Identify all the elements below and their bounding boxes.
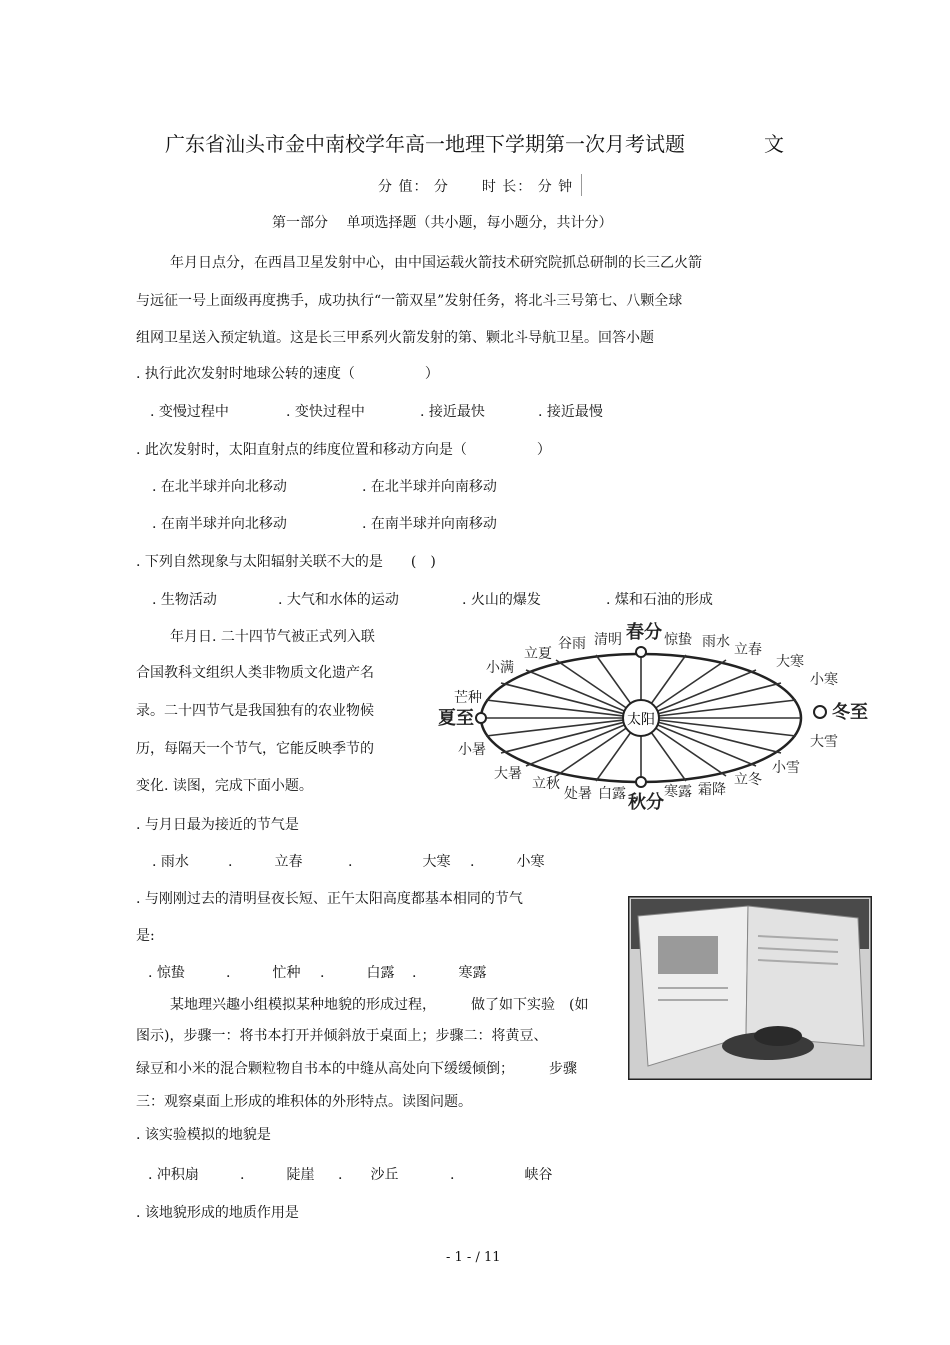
option[interactable]: . 变慢过程中 [150,404,229,420]
passage3-line: 某地理兴趣小组模拟某种地貌的形成过程， 做了如下实验 (如 [170,997,589,1013]
question-stem: . 下列自然现象与太阳辐射关联不大的是 ( ) [136,554,436,570]
option[interactable]: . 陡崖 [240,1167,315,1183]
term: 小雪 [772,760,800,776]
term-major: 冬至 [832,702,868,723]
term-major: 夏至 [438,708,474,729]
passage3-line: 绿豆和小米的混合颗粒物自书本的中缝从高处向下缓缓倾倒； 步骤 [136,1061,577,1077]
term: 大暑 [494,766,522,782]
question-stem: . 与刚刚过去的清明昼夜长短、正午太阳高度都基本相同的节气 [136,891,523,907]
part-heading: 第一部分 单项选择题（共小题，每小题分，共计分） [272,215,613,231]
passage1-line: 与远征一号上面级再度携手，成功执行“一箭双星”发射任务，将北斗三号第七、八颗全球 [136,293,683,309]
term-major: 春分 [626,622,662,643]
title-main: 广东省汕头市金中南校学年高一地理下学期第一次月考试题 [165,132,685,156]
option[interactable]: . 在南半球并向南移动 [362,516,497,532]
option[interactable]: . 在北半球并向北移动 [152,479,287,495]
q1-options [0,401,950,421]
term: 霜降 [698,782,726,798]
term: 小暑 [458,742,486,758]
option[interactable]: . 峡谷 [450,1167,553,1183]
option[interactable]: . 大气和水体的运动 [278,592,399,608]
term: 白露 [598,786,626,802]
page-number: - 1 - / 11 [446,1250,501,1265]
option[interactable]: . 接近最慢 [538,404,603,420]
option[interactable]: . 雨水 [152,854,189,870]
option[interactable]: . 变快过程中 [286,404,365,420]
q6-options [0,1164,950,1184]
option[interactable]: . 立春 [228,854,303,870]
option[interactable]: . 在北半球并向南移动 [362,479,497,495]
passage1-line: 组网卫星送入预定轨道。这是长三甲系列火箭发射的第、颗北斗导航卫星。回答小题 [136,330,654,346]
term: 小寒 [810,672,838,688]
term: 立春 [734,642,762,658]
passage2-line: 变化. 读图，完成下面小题。 [136,778,313,794]
passage3-line: 图示)，步骤一：将书本打开并倾斜放于桌面上；步骤二：将黄豆、 [136,1028,548,1044]
option[interactable]: . 惊蛰 [148,965,185,981]
term-major: 秋分 [628,792,664,813]
term: 立夏 [524,646,552,662]
question-stem-cont: 是: [136,928,155,944]
option[interactable]: . 小寒 [470,854,545,870]
term: 大雪 [810,734,838,750]
term: 惊蛰 [664,632,692,648]
node-spring [636,647,646,657]
book-picture [658,936,718,974]
passage2-line: 历，每隔天一个节气，它能反映季节的 [136,741,374,757]
option[interactable]: . 接近最快 [420,404,485,420]
solar-terms-diagram [436,618,872,814]
passage3-line: 三：观察桌面上形成的堆积体的外形特点。读图问题。 [136,1094,472,1110]
time-label: 时 长： 分 钟 [481,179,574,195]
option[interactable]: . 煤和石油的形成 [606,592,713,608]
option[interactable]: . 生物活动 [152,592,217,608]
option[interactable]: . 在南半球并向北移动 [152,516,287,532]
node-winter [814,706,826,718]
term: 小满 [486,660,514,676]
experiment-photo [628,896,872,1080]
option[interactable]: . 大寒 [348,854,451,870]
passage2-line: 录。二十四节气是我国独有的农业物候 [136,703,374,719]
passage1-line: 年月日点分，在西昌卫星发射中心，由中国运载火箭技术研究院抓总研制的长三乙火箭 [170,255,702,271]
term: 大寒 [776,654,804,670]
option[interactable]: . 白露 [320,965,395,981]
grain-pile-top [754,1026,802,1046]
text-cursor [581,174,582,196]
term: 处暑 [564,786,592,802]
question-stem: . 该地貌形成的地质作用是 [136,1205,299,1221]
option[interactable]: . 冲积扇 [148,1167,199,1183]
q4-options [0,851,950,871]
term: 雨水 [702,634,730,650]
q3-options [0,589,950,609]
score-label: 分 值： 分 [378,179,449,195]
term: 立冬 [734,772,762,788]
book-right-page [746,906,864,1046]
term: 清明 [594,632,622,648]
term: 立秋 [532,776,560,792]
option[interactable]: . 寒露 [412,965,487,981]
passage2-line: 合国教科文组织人类非物质文化遗产名 [136,665,374,681]
passage2-line: 年月日. 二十四节气被正式列入联 [170,629,375,645]
question-stem: . 该实验模拟的地貌是 [136,1127,271,1143]
option[interactable]: . 火山的爆发 [462,592,541,608]
q2-options-row2 [0,513,950,533]
node-autumn [636,777,646,787]
question-stem: . 执行此次发射时地球公转的速度（ ） [136,366,439,382]
term: 芒种 [454,690,482,706]
title-suffix: 文 [764,132,784,156]
question-stem: . 此次发射时，太阳直射点的纬度位置和移动方向是（ ） [136,442,551,458]
term: 谷雨 [558,636,586,652]
q2-options-row1 [0,476,950,496]
question-stem: . 与月日最为接近的节气是 [136,817,299,833]
option[interactable]: . 忙种 [226,965,301,981]
term: 寒露 [664,784,692,800]
sun-label: 太阳 [627,712,655,728]
option[interactable]: . 沙丘 [338,1167,399,1183]
node-summer [476,713,486,723]
exam-meta [378,176,573,196]
